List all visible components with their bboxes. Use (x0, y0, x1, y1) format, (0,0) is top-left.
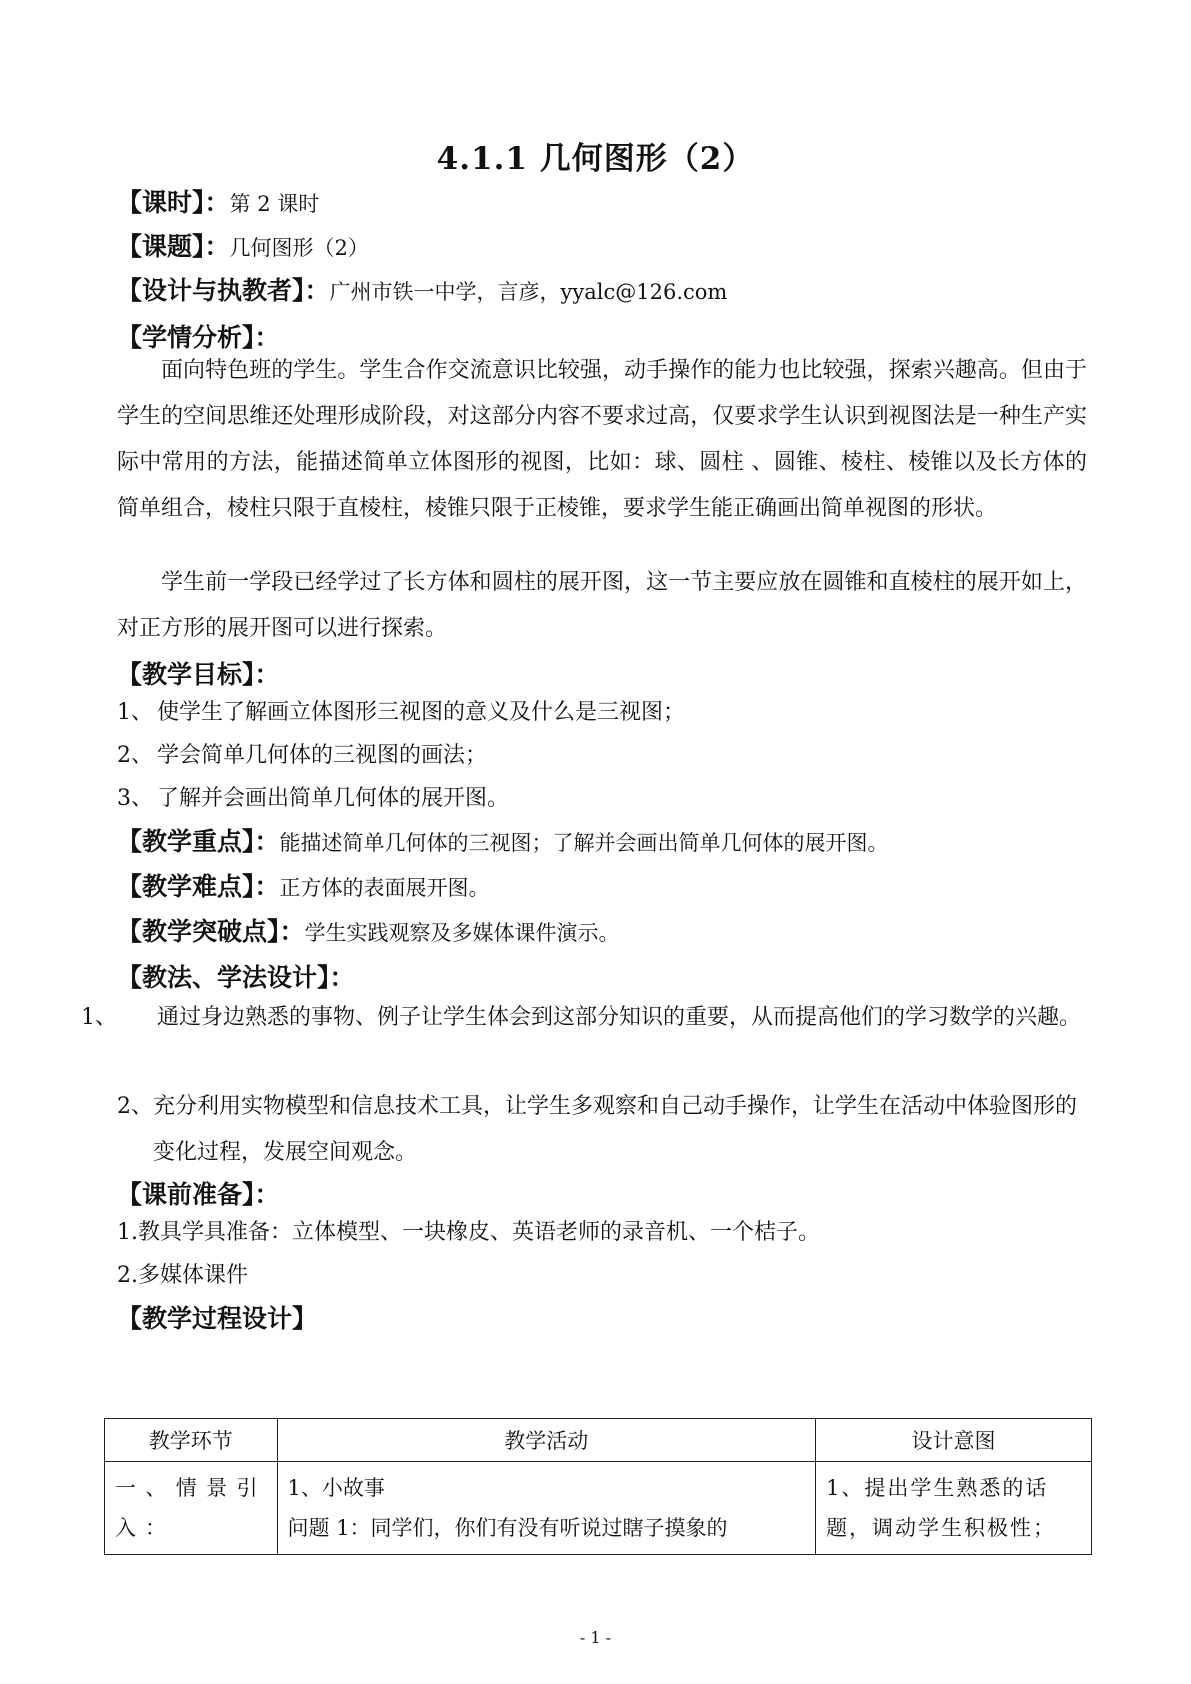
field-value: 能描述简单几何体的三视图；了解并会画出简单几何体的展开图。 (279, 831, 889, 855)
field-value: 广州市铁一中学，言彦，yyalc@126.com (329, 280, 728, 304)
field-value: 正方体的表面展开图。 (279, 876, 490, 900)
field-designer: 【设计与执教者】：广州市铁一中学，言彦，yyalc@126.com (117, 276, 728, 305)
document-title: 4.1.1 几何图形（2） (436, 141, 755, 177)
field-value: 学生实践观察及多媒体课件演示。 (304, 921, 620, 945)
analysis-paragraph-1: 面向特色班的学生。学生合作交流意识比较强，动手操作的能力也比较强，探索兴趣高。但由于学生的空间思维还处理形成阶段，对这部分内容不要求过高，仅要求学生认识到视图法是一种生产实际中常用的方法，能描述简单立体图形的视图，比如：球、圆柱 、圆锥、棱柱、棱锥以及长方体的简单组合，棱柱只限于直棱柱，棱锥只限于正棱锥，要求学生能正确画出简单视图的形状。 (117, 358, 1087, 521)
section-heading-objectives: 【教学目标】： (117, 660, 280, 689)
table-header-cell: 设计意图 (816, 1419, 1092, 1462)
field-breakthrough: 【教学突破点】：学生实践观察及多媒体课件演示。 (117, 917, 620, 946)
table-header-row (105, 1419, 1092, 1462)
field-lesson-period: 【课时】：第 2 课时 (117, 188, 320, 217)
field-key-points: 【教学重点】：能描述简单几何体的三视图；了解并会画出简单几何体的展开图。 (117, 827, 889, 856)
table-header-cell: 教学活动 (277, 1419, 816, 1462)
analysis-paragraph-2: 学生前一学段已经学过了长方体和圆柱的展开图，这一节主要应放在圆锥和直棱柱的展开如上，对正方形的展开图可以进行探索。 (117, 570, 1087, 641)
field-value: 第 2 课时 (229, 192, 320, 216)
objective-item: 3、 了解并会画出简单几何体的展开图。 (117, 786, 510, 811)
preparation-item: 2.多媒体课件 (117, 1263, 248, 1288)
field-label: 【课题】 (117, 232, 205, 261)
objective-item: 1、 使学生了解画立体图形三视图的意义及什么是三视图； (117, 700, 686, 725)
section-heading-analysis: 【学情分析】： (117, 323, 280, 352)
section-heading-process: 【教学过程设计】 (117, 1304, 318, 1333)
table-cell-stage: 一、情景引入： (105, 1462, 278, 1555)
table-row (105, 1462, 1092, 1555)
page-number: - 1 - (579, 1628, 612, 1647)
field-label: 【课时】 (117, 188, 205, 217)
section-heading-methods: 【教法、学法设计】： (117, 963, 355, 992)
table-cell-intent: 1、提出学生熟悉的话题，调动学生积极性； (816, 1462, 1092, 1555)
section-heading-preparation: 【课前准备】： (117, 1180, 280, 1209)
method-item: 2、充分利用实物模型和信息技术工具，让学生多观察和自己动手操作，让学生在活动中体验图形的变化过程，发展空间观念。 (117, 1094, 1078, 1165)
field-value: 几何图形（2） (229, 236, 369, 260)
field-lesson-topic: 【课题】：几何图形（2） (117, 232, 369, 261)
table-cell-activity: 1、小故事 问题 1：同学们，你们有没有听说过瞎子摸象的 (277, 1462, 816, 1555)
process-table (104, 1418, 1092, 1555)
field-difficulties: 【教学难点】：正方体的表面展开图。 (117, 872, 490, 901)
field-label: 【设计与执教者】 (117, 276, 305, 305)
objective-item: 2、 学会简单几何体的三视图的画法； (117, 743, 488, 768)
preparation-item: 1.教具学具准备：立体模型、一块橡皮、英语老师的录音机、一个桔子。 (117, 1220, 820, 1245)
table-header-cell: 教学环节 (105, 1419, 278, 1462)
method-item: 1、 通过身边熟悉的事物、例子让学生体会到这部分知识的重要，从而提高他们的学习数学的兴趣。 (81, 1005, 1082, 1030)
